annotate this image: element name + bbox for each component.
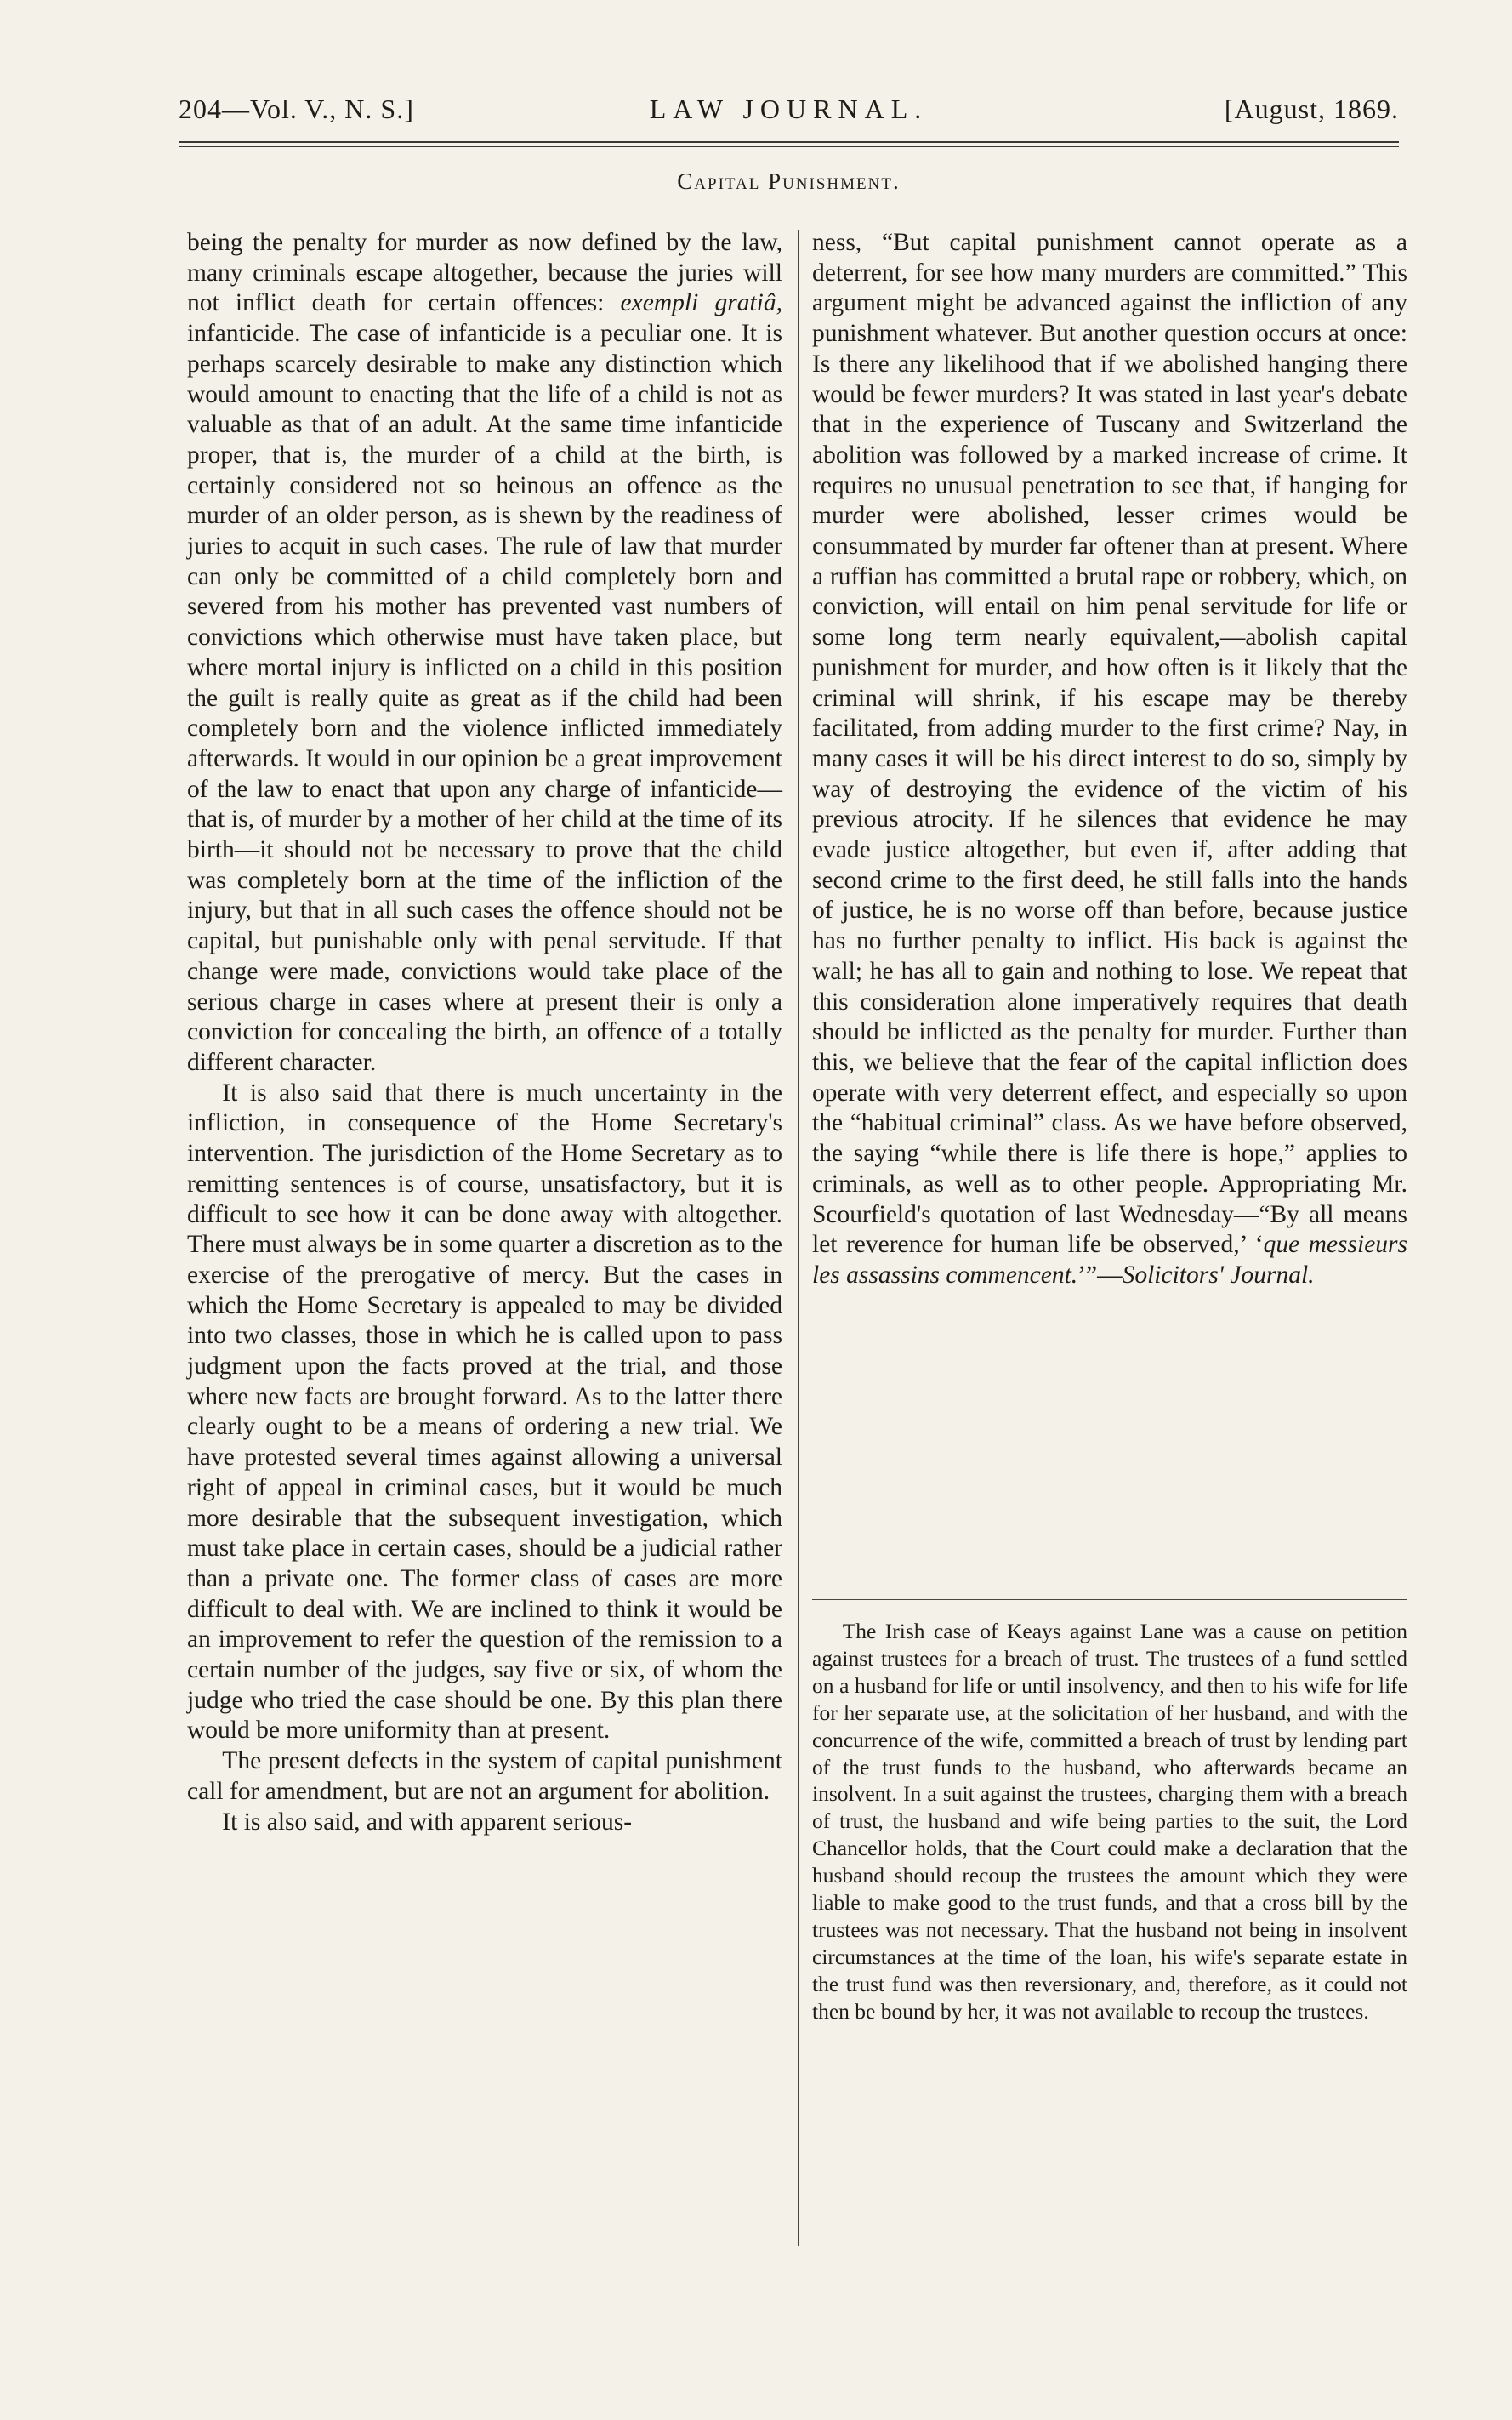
right-paragraph-1-text-a: ness, “But capital punishment cannot operate as a deterrent, for see how many murders are committed.” This argument might be advanced against the infliction of any punishment whatever. But another question occurs at once: Is there any likelihood that if we abolished hanging there would be fewer murders? It was stated in last year's debate that in the experience of Tuscany and Switzerland the abolition was followed by a marked increase of crime. It requires no unusual penetration to see that, if hanging for murder were abolished, lesser crimes would be consummated by murder far oftener than at present. Where a ruffian has committed a brutal rape or robbery, which, on conviction, will entail on him penal servitude for life or some long term nearly equivalent,—abolish capital punishment for murder, and how often is it likely that the criminal will shrink, if his escape may be thereby facilitated, from adding murder to the first crime? Nay, in many cases it will be his direct interest to do so, simply by way of destroying the evidence of the victim of his previous atrocity. If he silences that evidence he may evade justice altogether, but even if, after adding that second crime to the first deed, he still falls into the hands of justice, he is no worse off than before, because justice has no further penalty to inflict. His back is against the wall; he has all to gain and nothing to lose. We repeat that this consideration alone imperatively requires that death should be inflicted as the penalty for murder. Further than this, we believe that the fear of the capital infliction does operate with very deterrent effect, and especially so upon the “habitual criminal” class. As we have before observed, the saying “while there is life there is hope,” applies to criminals, as well as to other people. Appropriating Mr. Scourfield's quotation of last Wednesday—“By all means let reverence for human life be observed,’ ‘: [812, 229, 1407, 1259]
left-paragraph-1-text-b: infanticide. The case of infanticide is a peculiar one. It is perhaps scarcely desirable to make any distinction which would amount to enacting that the life of a child is not as valuable as that of an adult. At the same time infanticide proper, that is, the murder of a child at the birth, is certainly considered not so heinous an offence as the murder of an older person, as is shewn by the readiness of juries to acquit in such cases. The rule of law that murder can only be committed of a child completely born and severed from his mother has prevented vast numbers of convictions which otherwise must have taken place, but where mortal injury is inflicted on a child in this position the guilt is really quite as great as if the child had been completely born and the violence inflicted immediately afterwards. It would in our opinion be a great improvement of the law to enact that upon any charge of infanticide—that is, of murder by a mother of her child at the time of its birth—it should not be necessary to prove that the child was completely born at the time of the infliction of the injury, but that in all such cases the offence should not be capital, but punishable only with penal servitude. If that change were made, convictions would take place of the serious charge in cases where at present their is only a conviction for concealing the birth, an offence of a totally different character.: [187, 320, 782, 1076]
left-paragraph-2: It is also said that there is much uncertainty in the infliction, in consequence of the Home Secretary's intervention. The jurisdiction of the Home Secretary as to remitting sentences is of course, unsatisfactory, but it is difficult to see how it can be done away with altogether. There must always be in some quarter a discretion as to the exercise of the prerogative of mercy. But the cases in which the Home Secretary is appealed to may be divided into two classes, those in which he is called upon to pass judgment upon the facts proved at the trial, and those where new facts are brought forward. As to the latter there clearly ought to be a means of ordering a new trial. We have protested several times against allowing a universal right of appeal in criminal cases, but it would be much more desirable that the subsequent investigation, which must take place in certain cases, should be a judicial rather than a private one. The former class of cases are more difficult to deal with. We are inclined to think it would be an improvement to refer the question of the remission to a certain number of the judges, say five or six, of whom the judge who tried the case should be one. By this plan there would be more uniformity than at present.: [187, 1079, 782, 1745]
running-head: [179, 94, 1399, 131]
quote-close: ’”—: [1077, 1261, 1123, 1289]
header-rule-thin: [179, 146, 1399, 147]
case-note: [812, 1618, 1407, 2025]
left-paragraph-3: The present defects in the system of capital punishment call for amendment, but are not an argument for abolition.: [187, 1747, 782, 1805]
column-divider: [798, 230, 799, 2246]
right-paragraph-1: [812, 228, 1407, 1291]
header-rule: [179, 141, 1399, 143]
page-volume-label: 204—Vol. V., N. S.]: [179, 94, 414, 124]
left-paragraph-1-text-a: being the penalty for murder as now defined by the law, many criminals escape altogether, because the juries will not inflict death for certain offences:: [187, 229, 782, 317]
source-citation: Solicitors' Journal.: [1122, 1261, 1315, 1289]
left-paragraph-1: [187, 228, 782, 1079]
latin-phrase: exempli gratiâ,: [620, 289, 782, 317]
case-note-text: The Irish case of Keays against Lane was a cause on petition against trustees for a breach of trust. The trustees of a fund settled on a husband for life or until insolvency, and then to his wife for life for her separate use, at the solicitation of her husband, and with the concurrence of the wife, committed a breach of trust by lending part of the trust funds to the husband, who afterwards became an insolvent. In a suit against the trustees, charging them with a breach of trust, the husband and wife being parties to the suit, the Lord Chancellor holds, that the Court could make a declaration that the husband should recoup the trustees the amount which they were liable to make good to the trust funds, and that a cross bill by the trustees was not necessary. That the husband not being in insolvent circumstances at the time of the loan, his wife's separate estate in the trust fund was then reversionary, and, therefore, as it could not then be bound by her, it was not available to recoup the trustees.: [812, 1619, 1407, 2024]
french-quotation: que messieurs les assassins commencent.: [812, 1231, 1408, 1289]
left-paragraph-4: It is also said, and with apparent serious-: [222, 1808, 633, 1836]
left-column: [187, 228, 782, 1837]
issue-date: [August, 1869.: [1224, 94, 1399, 124]
section-title: Capital Punishment.: [677, 168, 901, 194]
journal-title: LAW JOURNAL.: [649, 94, 929, 124]
note-separator: [812, 1599, 1407, 1600]
right-column: [812, 228, 1407, 1291]
